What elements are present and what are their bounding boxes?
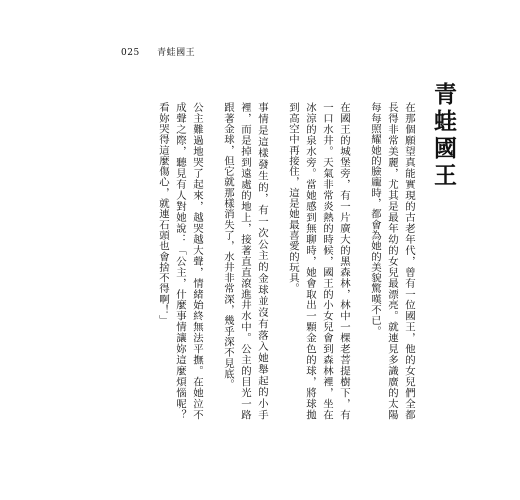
- paragraph-gap: [352, 102, 366, 420]
- paragraph: 公主難過地哭了起來，越哭越大聲，情緒始終無法平撫。在她泣不成聲之際，聽見有人對她說：「公主，什麼事情讓妳這麼煩惱呢？看妳哭得這麼傷心，就連石頭也會捨不得啊！」: [157, 102, 203, 420]
- paragraph: 在國王的城堡旁，有一片廣大的黑森林，林中一棵老菩提樹下，有一口水井。天氣非常炎熱的時候，國王的小女兒會到森林裡，坐在冰涼的泉水旁。當她感到無聊時，她會取出一顆金色的球，將球拋到高空中再接住，這是她最喜愛的玩具。: [287, 102, 350, 420]
- running-title: 青蛙國王: [157, 48, 196, 58]
- body-text: [154, 102, 417, 420]
- paragraph-gap: [270, 102, 284, 420]
- paragraph: 事情是這樣發生的，有一次公主的金球並沒有落入她舉起的小手裡，而是掉到遠處的地上，接著直直滾進井水中。公主的目光一路跟著金球，但它就那樣消失了，水井非常深，幾乎深不見底。: [222, 102, 268, 420]
- chapter-title: 青蛙國王: [430, 82, 457, 190]
- page-header: [121, 45, 195, 58]
- paragraph: 在那個願望真能實現的古老年代，曾有一位國王，他的女兒們全都長得非常美麗，尤其是最年幼的女兒最漂亮。就連見多識廣的太陽每每照耀她的臉龐時，都會為她的美貌驚嘆不已。: [369, 102, 415, 420]
- paragraph-gap: [205, 102, 219, 420]
- page-number: 025: [121, 48, 140, 58]
